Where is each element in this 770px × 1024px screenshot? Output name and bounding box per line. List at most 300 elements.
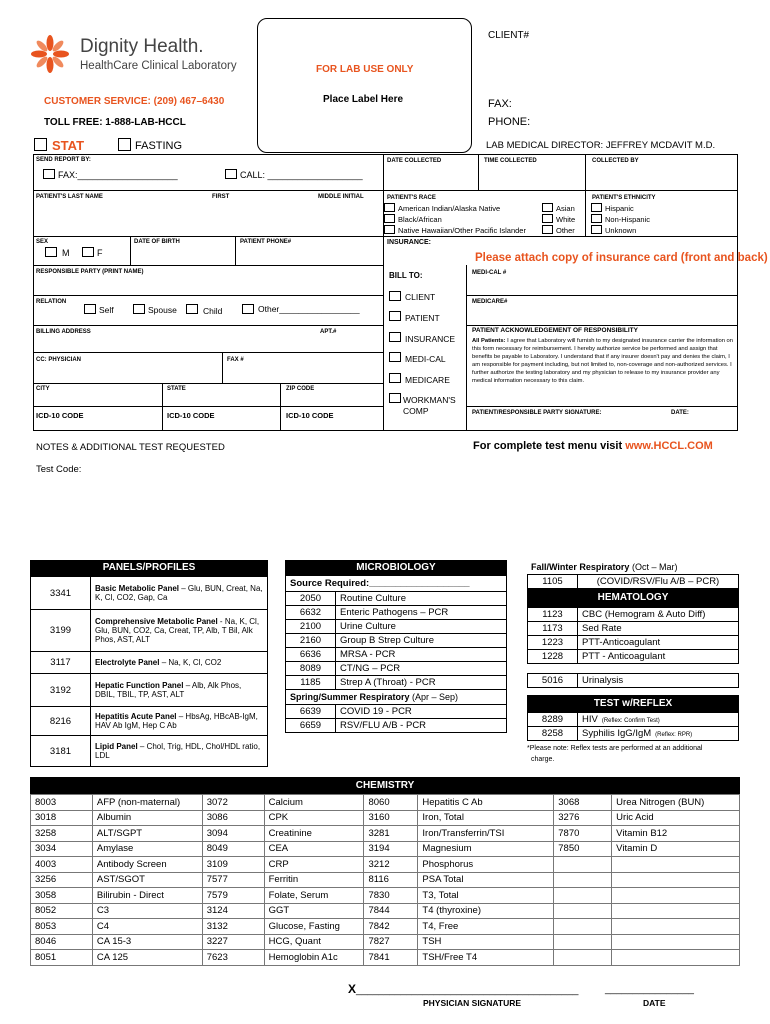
- test-code: 3034: [31, 841, 93, 857]
- test-code: 7577: [202, 872, 264, 888]
- table-row[interactable]: [286, 662, 507, 676]
- test-name: [336, 648, 507, 662]
- medicare-number-label: MEDICARE#: [472, 299, 508, 305]
- test-name: Iron/Transferrin/TSI: [418, 826, 554, 842]
- panel-code: 3192: [31, 674, 91, 707]
- relation-other-checkbox[interactable]: [242, 304, 254, 314]
- test-code: 8049: [202, 841, 264, 857]
- acknowledgement-text: [472, 337, 734, 386]
- table-row[interactable]: [31, 652, 268, 674]
- reflex-detail: (Reflex: Confirm Test): [601, 718, 660, 724]
- relation-self-label: Self: [99, 305, 114, 315]
- reflex-detail: (Reflex: RPR): [655, 732, 693, 738]
- race-option-6: Other: [556, 226, 575, 235]
- table-row[interactable]: [528, 650, 739, 664]
- panel-name: Hepatic Function Panel: [95, 681, 184, 690]
- bill-to-label: BILL TO:: [389, 271, 423, 280]
- test-name: Phosphorus: [418, 857, 554, 873]
- fall-respiratory-header: [527, 560, 739, 574]
- source-required-field[interactable]: Source Required:___________________: [285, 576, 507, 591]
- table-row[interactable]: [31, 888, 740, 904]
- table-row[interactable]: [528, 622, 739, 636]
- test-name: T4 (thyroxine): [418, 903, 554, 919]
- insurance-label: INSURANCE:: [387, 239, 431, 246]
- test-code: 1123: [528, 608, 578, 622]
- reflex-note: [527, 741, 739, 765]
- test-code: 3086: [202, 810, 264, 826]
- test-name: C3: [92, 903, 202, 919]
- responsible-party-label: RESPONSIBLE PARTY (PRINT NAME): [36, 269, 144, 275]
- test-code: 8046: [31, 934, 93, 950]
- table-row[interactable]: [528, 636, 739, 650]
- bill-client-label: CLIENT: [405, 292, 436, 302]
- test-name-text: CT/NG – PCR: [340, 663, 401, 674]
- spring-respiratory-table: [285, 704, 507, 733]
- test-name: Uric Acid: [612, 810, 740, 826]
- panels-section: [30, 560, 268, 767]
- panel-code: 3181: [31, 736, 91, 767]
- apt-label: APT.#: [320, 329, 337, 335]
- relation-spouse-checkbox[interactable]: [133, 304, 145, 314]
- test-name: Antibody Screen: [92, 857, 202, 873]
- table-row[interactable]: [528, 727, 739, 741]
- race-checkbox-2[interactable]: [384, 214, 395, 223]
- patient-date-label: DATE:: [671, 410, 689, 416]
- fall-respiratory-range: (Oct – Mar): [629, 562, 678, 572]
- panel-name: Electrolyte Panel: [95, 658, 160, 667]
- race-option-2: Black/African: [398, 215, 442, 224]
- test-name: CRP: [264, 857, 364, 873]
- toll-free: TOLL FREE: 1-888-LAB-HCCL: [44, 117, 186, 128]
- test-name-text: CBC (Hemogram & Auto Diff): [582, 609, 706, 620]
- test-code: [554, 903, 612, 919]
- test-name: [612, 888, 740, 904]
- icd-code-2-label: ICD-10 CODE: [167, 411, 215, 420]
- panel-components: – Chol, Trig, HDL, Chol/HDL ratio, LDL: [95, 742, 261, 760]
- label-box: [257, 18, 472, 153]
- test-code: 4003: [31, 857, 93, 873]
- logo-name: Dignity Health.: [80, 36, 204, 57]
- date-label: DATE: [643, 998, 666, 1008]
- call-report-field[interactable]: CALL: ___________________: [240, 170, 363, 180]
- bill-medicare-checkbox[interactable]: [389, 373, 401, 383]
- race-checkbox-1[interactable]: [384, 203, 395, 212]
- test-name-text: Routine Culture: [340, 593, 407, 604]
- panel-code: 3341: [31, 577, 91, 610]
- test-name: [578, 713, 739, 727]
- test-code: [554, 872, 612, 888]
- bill-patient-label: PATIENT: [405, 313, 440, 323]
- panel-name: Hepatitis Acute Panel: [95, 712, 177, 721]
- test-code: 3058: [31, 888, 93, 904]
- panels-title: PANELS/PROFILES: [30, 560, 268, 576]
- panel-components: – Na, K, Cl, CO2: [159, 658, 222, 667]
- table-row[interactable]: [31, 919, 740, 935]
- fax-report-field[interactable]: FAX:____________________: [58, 170, 178, 180]
- test-code: 8060: [364, 795, 418, 811]
- test-name-text: HIV: [582, 714, 598, 725]
- test-code: 3018: [31, 810, 93, 826]
- test-name: HCG, Quant: [264, 934, 364, 950]
- hematology-table: [527, 607, 739, 664]
- stat-label: STAT: [52, 138, 85, 153]
- test-code: 3109: [202, 857, 264, 873]
- table-row[interactable]: [31, 934, 740, 950]
- test-name-text: RSV/FLU A/B - PCR: [340, 720, 427, 731]
- test-code: 1173: [528, 622, 578, 636]
- test-menu-link[interactable]: www.HCCL.COM: [625, 440, 713, 452]
- bill-patient-checkbox[interactable]: [389, 311, 401, 321]
- test-name: Vitamin B12: [612, 826, 740, 842]
- chemistry-title: CHEMISTRY: [30, 777, 740, 794]
- test-name: [336, 676, 507, 690]
- test-name-text: Enteric Pathogens – PCR: [340, 607, 449, 618]
- patient-phone-label: PATIENT PHONE#: [240, 239, 292, 245]
- attach-insurance-note: Please attach copy of insurance card (front and back): [475, 252, 768, 264]
- race-checkbox-6[interactable]: [542, 225, 553, 234]
- test-code: 3160: [364, 810, 418, 826]
- reflex-note-line-2: charge.: [531, 756, 555, 763]
- first-name-label: FIRST: [212, 194, 230, 200]
- test-code: 8053: [31, 919, 93, 935]
- test-name: [578, 650, 739, 664]
- panel-components: – Glu, BUN, Creat, Na, K, Cl, CO2, Gap, Ca: [95, 584, 263, 602]
- table-row[interactable]: [31, 857, 740, 873]
- test-code: 3227: [202, 934, 264, 950]
- test-code: 1105: [528, 575, 578, 589]
- test-name-text: PTT - Anticoagulant: [582, 651, 666, 662]
- ethnicity-option-3: Unknown: [605, 226, 637, 235]
- test-name-text: MRSA - PCR: [340, 649, 396, 660]
- table-row[interactable]: [31, 810, 740, 826]
- phone-header: PHONE:: [488, 116, 531, 128]
- table-row[interactable]: [31, 841, 740, 857]
- test-code: [554, 950, 612, 966]
- test-code: 1228: [528, 650, 578, 664]
- table-row[interactable]: [31, 707, 268, 736]
- sex-m-label: M: [62, 248, 70, 258]
- test-code: 2100: [286, 620, 336, 634]
- test-name: Calcium: [264, 795, 364, 811]
- panel-description: [91, 577, 268, 610]
- chemistry-section: [30, 777, 740, 966]
- send-report-label: SEND REPORT BY:: [36, 157, 91, 163]
- test-name: Magnesium: [418, 841, 554, 857]
- table-row[interactable]: [286, 592, 507, 606]
- test-name: Iron, Total: [418, 810, 554, 826]
- zip-label: ZIP CODE: [286, 386, 315, 392]
- spring-respiratory-header: [285, 690, 507, 704]
- test-code: [554, 934, 612, 950]
- test-name: [578, 727, 739, 741]
- reflex-note-line-1: *Please note: Reflex tests are performed at an additional: [527, 745, 703, 752]
- acknowledgement-all-patients: All Patients:: [472, 338, 506, 344]
- test-code: 3276: [554, 810, 612, 826]
- ethnicity-option-2: Non-Hispanic: [605, 215, 651, 224]
- test-code: 3068: [554, 795, 612, 811]
- test-code: 7850: [554, 841, 612, 857]
- dignity-health-logo-icon: [30, 34, 70, 74]
- table-row[interactable]: [528, 575, 739, 589]
- fasting-label: FASTING: [135, 140, 183, 152]
- test-name: [336, 606, 507, 620]
- relation-other-field[interactable]: Other_________________: [258, 304, 360, 314]
- hematology-title: HEMATOLOGY: [527, 589, 739, 607]
- reflex-table: [527, 712, 739, 741]
- test-menu-prefix: For complete test menu visit: [473, 440, 626, 452]
- test-name: Vitamin D: [612, 841, 740, 857]
- bill-insurance-label: INSURANCE: [405, 334, 456, 344]
- test-name: [612, 857, 740, 873]
- microbiology-title: MICROBIOLOGY: [285, 560, 507, 576]
- stat-checkbox[interactable]: [34, 138, 47, 151]
- test-name: [612, 903, 740, 919]
- test-code: 8089: [286, 662, 336, 676]
- bill-workmans-label: WORKMAN'S: [403, 395, 456, 405]
- medi-cal-number-label: MEDI-CAL #: [472, 270, 507, 276]
- table-row[interactable]: [286, 719, 507, 733]
- test-code: 8289: [528, 713, 578, 727]
- physician-signature-label: PHYSICIAN SIGNATURE: [423, 998, 522, 1008]
- test-name: Ferritin: [264, 872, 364, 888]
- test-code: [554, 857, 612, 873]
- panel-name: Comprehensive Metabolic Panel: [95, 617, 218, 626]
- panel-name: Lipid Panel: [95, 742, 138, 751]
- place-label-text: Place Label Here: [323, 94, 404, 105]
- sex-f-label: F: [97, 248, 103, 258]
- spring-respiratory-range: (Apr – Sep): [409, 692, 459, 702]
- collected-by-label: COLLECTED BY: [592, 158, 639, 164]
- panel-code: 3117: [31, 652, 91, 674]
- test-name: CA 125: [92, 950, 202, 966]
- lab-use-label: FOR LAB USE ONLY: [316, 64, 414, 75]
- test-name: [612, 872, 740, 888]
- test-name: [578, 636, 739, 650]
- table-row[interactable]: [31, 903, 740, 919]
- panel-code: 3199: [31, 610, 91, 652]
- call-checkbox[interactable]: [225, 169, 237, 179]
- middle-initial-label: MIDDLE INITIAL: [318, 194, 364, 200]
- date-collected-label: DATE COLLECTED: [387, 158, 442, 164]
- bill-client-checkbox[interactable]: [389, 291, 401, 301]
- table-row[interactable]: [286, 620, 507, 634]
- fax-header: FAX:: [488, 98, 512, 110]
- test-code: 3072: [202, 795, 264, 811]
- table-row[interactable]: [528, 674, 739, 688]
- test-name: T3, Total: [418, 888, 554, 904]
- fall-respiratory-title: Fall/Winter Respiratory: [531, 562, 630, 572]
- test-code: 6632: [286, 606, 336, 620]
- relation-self-checkbox[interactable]: [84, 304, 96, 314]
- test-code: 3256: [31, 872, 93, 888]
- test-name: CEA: [264, 841, 364, 857]
- test-name: [336, 662, 507, 676]
- test-name: C4: [92, 919, 202, 935]
- notes-label: NOTES & ADDITIONAL TEST REQUESTED: [36, 442, 225, 453]
- test-name: Amylase: [92, 841, 202, 857]
- signature-line: ________________________________________: [356, 985, 579, 996]
- table-row[interactable]: [286, 606, 507, 620]
- sex-label: SEX: [36, 239, 49, 245]
- test-code: 6639: [286, 705, 336, 719]
- sex-m-checkbox[interactable]: [45, 247, 57, 257]
- reflex-title: TEST w/REFLEX: [527, 695, 739, 712]
- test-name: [612, 950, 740, 966]
- race-checkbox-5[interactable]: [542, 214, 553, 223]
- fax-checkbox[interactable]: [43, 169, 55, 179]
- relation-spouse-label: Spouse: [148, 305, 177, 315]
- test-name: CPK: [264, 810, 364, 826]
- panel-components: - Na, K, Cl, Glu, BUN, CO2, Ca, Creat, TP, Alb, T Bil, Alk Phos, AST, ALT: [95, 617, 260, 644]
- physician-signature-field[interactable]: [348, 982, 578, 996]
- table-row[interactable]: [31, 795, 740, 811]
- date-field[interactable]: ________________: [605, 984, 694, 995]
- billing-address-label: BILLING ADDRESS: [36, 329, 91, 335]
- test-code: 8258: [528, 727, 578, 741]
- microbiology-section: [285, 560, 507, 733]
- test-name: TSH: [418, 934, 554, 950]
- right-tests-section: [527, 560, 739, 765]
- table-row[interactable]: [528, 713, 739, 727]
- test-name: CA 15-3: [92, 934, 202, 950]
- ethnicity-checkbox-3[interactable]: [591, 225, 602, 234]
- urinalysis-table: [527, 673, 739, 688]
- test-name: [612, 934, 740, 950]
- bill-medical-checkbox[interactable]: [389, 352, 401, 362]
- acknowledgement-body: I agree that Laboratory will furnish to my designated insurance carrier the information on this form necessary for reimbursement. I hereby authorize service be performed and assign that benefits be payable to Laboratory. I understand that if any insurer doesn't pay and denies the claim, I am responsible for payment including, but not limited to, non-coverage and non-authorized services. I further authorize the testing laboratory and my physician to release to my insurance provider any medical information necessary to this claim.: [472, 338, 733, 385]
- fax-number-label: FAX #: [227, 357, 244, 363]
- test-code: [554, 919, 612, 935]
- race-checkbox-3[interactable]: [384, 225, 395, 234]
- relation-child-checkbox[interactable]: [186, 304, 198, 314]
- test-code: 3212: [364, 857, 418, 873]
- test-name: (COVID/RSV/Flu A/B – PCR): [578, 575, 739, 589]
- bill-insurance-checkbox[interactable]: [389, 332, 401, 342]
- icd-code-1-label: ICD-10 CODE: [36, 411, 84, 420]
- table-row[interactable]: [286, 705, 507, 719]
- test-code: 7870: [554, 826, 612, 842]
- test-code: 1185: [286, 676, 336, 690]
- panel-code: 8216: [31, 707, 91, 736]
- test-code: 2160: [286, 634, 336, 648]
- test-name: Albumin: [92, 810, 202, 826]
- table-row[interactable]: [31, 610, 268, 652]
- panels-table: [30, 576, 268, 767]
- lab-director: LAB MEDICAL DIRECTOR: JEFFREY MCDAVIT M.D.: [486, 140, 716, 151]
- test-name: AFP (non-maternal): [92, 795, 202, 811]
- test-name: [336, 634, 507, 648]
- table-row[interactable]: [31, 950, 740, 966]
- panel-description: [91, 674, 268, 707]
- test-name-text: Strep A (Throat) - PCR: [340, 677, 436, 688]
- test-code: 7844: [364, 903, 418, 919]
- test-name: GGT: [264, 903, 364, 919]
- test-name: [612, 919, 740, 935]
- signature-x: X: [348, 982, 357, 996]
- panel-name: Basic Metabolic Panel: [95, 584, 180, 593]
- table-row[interactable]: [286, 634, 507, 648]
- bill-workmans-checkbox[interactable]: [389, 393, 401, 403]
- test-name-text: COVID 19 - PCR: [340, 706, 412, 717]
- logo: [30, 32, 240, 82]
- panel-description: [91, 736, 268, 767]
- test-name: Creatinine: [264, 826, 364, 842]
- test-name: [578, 622, 739, 636]
- test-name: Bilirubin - Direct: [92, 888, 202, 904]
- test-code: 8003: [31, 795, 93, 811]
- test-name: T4, Free: [418, 919, 554, 935]
- table-row[interactable]: [31, 577, 268, 610]
- test-name: [336, 705, 507, 719]
- customer-service: CUSTOMER SERVICE: (209) 467–6430: [44, 96, 225, 107]
- test-code: 1223: [528, 636, 578, 650]
- test-name: Urea Nitrogen (BUN): [612, 795, 740, 811]
- test-code: 6636: [286, 648, 336, 662]
- client-number-label: CLIENT#: [488, 30, 530, 41]
- test-code: 8051: [31, 950, 93, 966]
- table-row[interactable]: [31, 674, 268, 707]
- race-checkbox-4[interactable]: [542, 203, 553, 212]
- spring-respiratory-title: Spring/Summer Respiratory: [290, 692, 410, 702]
- patient-signature-label: PATIENT/RESPONSIBLE PARTY SIGNATURE:: [472, 410, 602, 416]
- test-code: 7827: [364, 934, 418, 950]
- state-label: STATE: [167, 386, 186, 392]
- table-row[interactable]: [286, 648, 507, 662]
- test-code: 3194: [364, 841, 418, 857]
- chemistry-table: [30, 794, 740, 966]
- test-code: 7830: [364, 888, 418, 904]
- test-name-text: Sed Rate: [582, 623, 622, 634]
- test-code: 5016: [528, 674, 578, 688]
- panel-components: – Alb, Alk Phos, DBIL, TBIL, TP, AST, ALT: [95, 681, 242, 699]
- test-name-text: Group B Strep Culture: [340, 635, 434, 646]
- test-code: [554, 888, 612, 904]
- race-option-3: Native Hawaiian/Other Pacific Islander: [398, 226, 526, 235]
- race-title: PATIENT'S RACE: [387, 195, 436, 201]
- panel-description: [91, 707, 268, 736]
- panel-components: – HbsAg, HBcAB-IgM, HAV Ab IgM, Hep C Ab: [95, 712, 258, 730]
- table-row[interactable]: [31, 826, 740, 842]
- test-name: [578, 608, 739, 622]
- fasting-checkbox[interactable]: [118, 138, 131, 151]
- dob-label: DATE OF BIRTH: [134, 239, 180, 245]
- table-row[interactable]: [286, 676, 507, 690]
- test-code-label: Test Code:: [36, 464, 82, 475]
- test-name-text: Syphilis IgG/IgM: [582, 728, 652, 739]
- table-row[interactable]: [31, 872, 740, 888]
- table-row[interactable]: [528, 608, 739, 622]
- test-name: TSH/Free T4: [418, 950, 554, 966]
- sex-f-checkbox[interactable]: [82, 247, 94, 257]
- test-code: 3094: [202, 826, 264, 842]
- race-option-1: American Indian/Alaska Native: [398, 204, 501, 213]
- ethnicity-checkbox-2[interactable]: [591, 214, 602, 223]
- table-row[interactable]: [31, 736, 268, 767]
- test-name: Hepatitis C Ab: [418, 795, 554, 811]
- test-name: AST/SGOT: [92, 872, 202, 888]
- test-code: 7842: [364, 919, 418, 935]
- test-code: 8052: [31, 903, 93, 919]
- test-name: ALT/SGPT: [92, 826, 202, 842]
- panel-description: [91, 652, 268, 674]
- test-name-text: PTT-Anticoagulant: [582, 637, 661, 648]
- logo-subtitle: HealthCare Clinical Laboratory: [80, 60, 237, 72]
- acknowledgement-title: PATIENT ACKNOWLEDGEMENT OF RESPONSIBILITY: [472, 327, 638, 334]
- ethnicity-checkbox-1[interactable]: [591, 203, 602, 212]
- test-name: Hemoglobin A1c: [264, 950, 364, 966]
- ethnicity-option-1: Hispanic: [605, 204, 634, 213]
- test-name: Urinalysis: [578, 674, 739, 688]
